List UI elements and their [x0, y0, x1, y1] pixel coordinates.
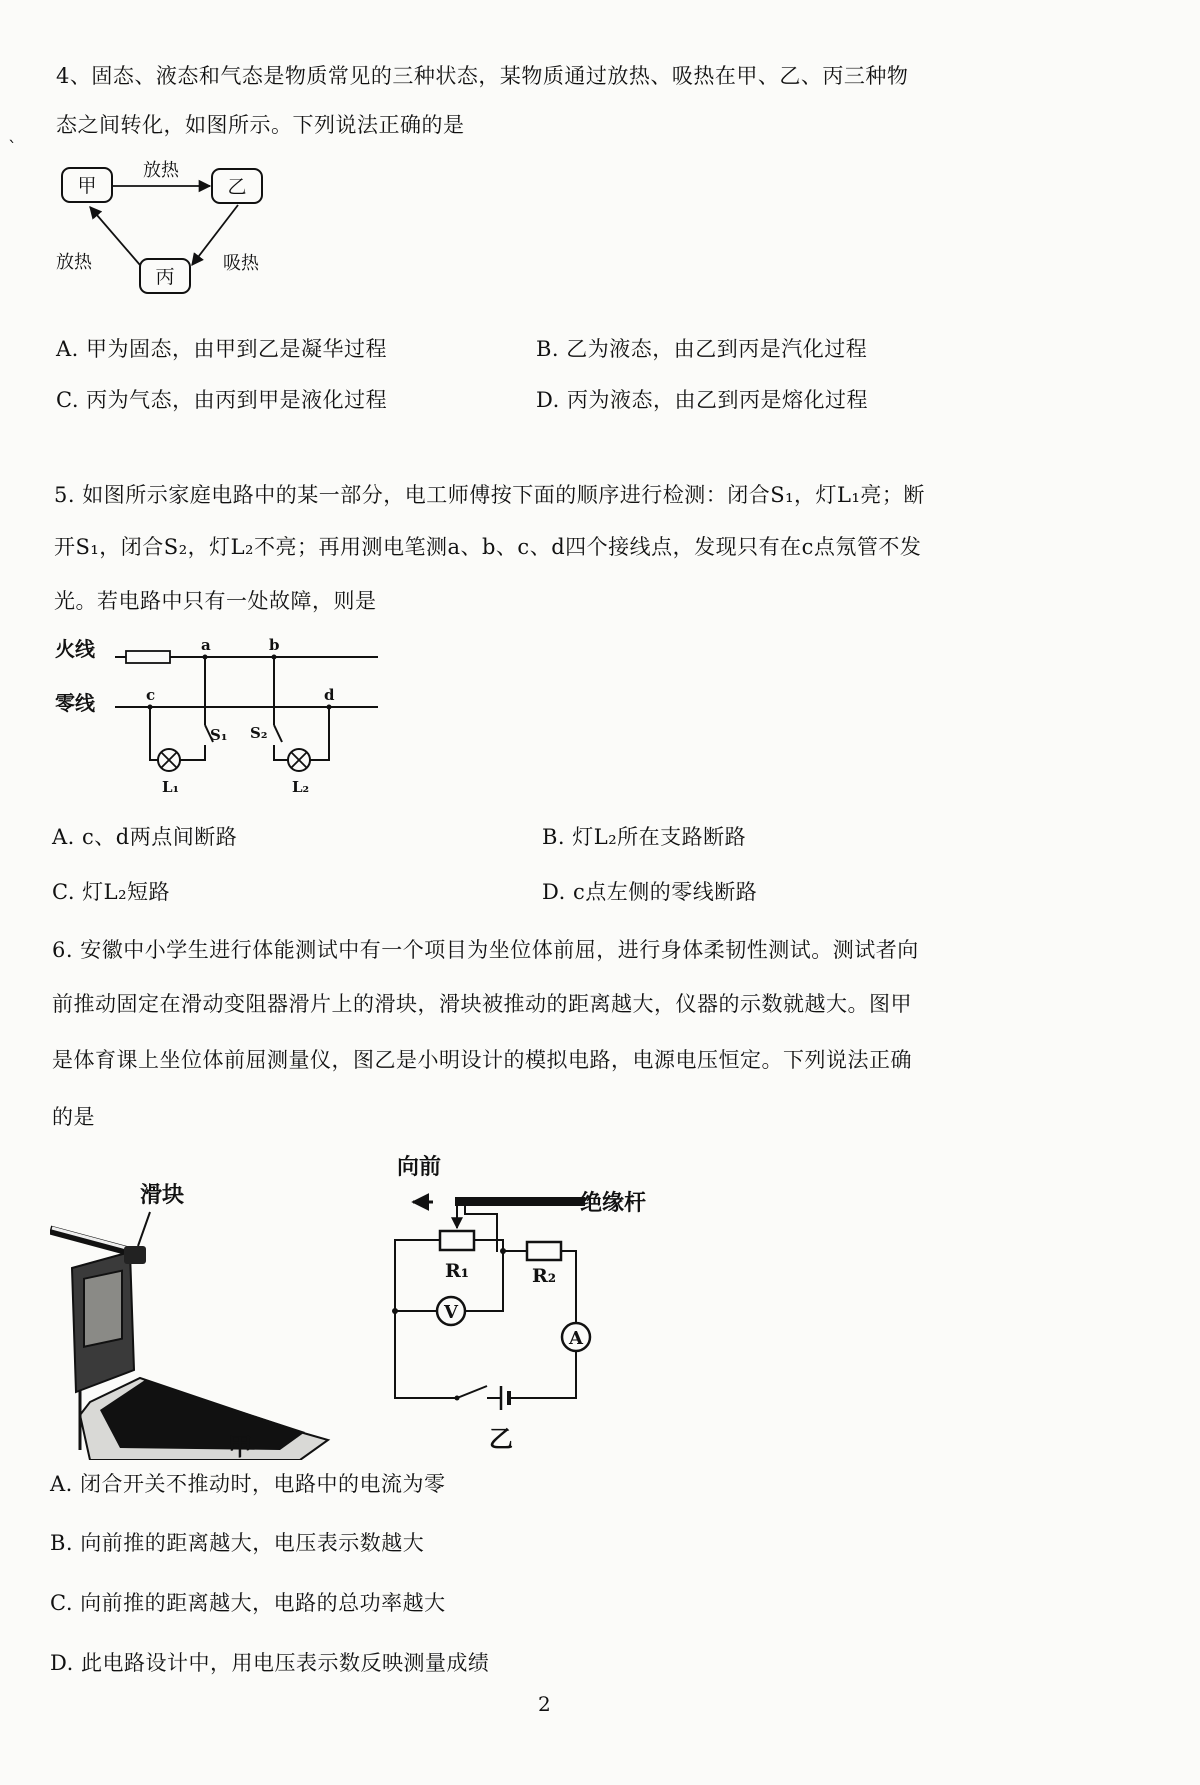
- resistor-r2-label: R₂: [532, 1265, 557, 1287]
- label-left-release-heat: 放热: [56, 252, 92, 273]
- resistor-r1: [440, 1231, 474, 1250]
- state-bing-label: 丙: [155, 266, 175, 288]
- q5-option-b: B. 灯L₂所在支路断路: [542, 825, 747, 849]
- insulating-rod-label: 绝缘杆: [580, 1190, 647, 1216]
- q6-stem-line1: 6. 安徽中小学生进行体能测试中有一个项目为坐位体前屈，进行身体柔韧性测试。测试者向: [52, 938, 919, 962]
- resistor-r1-label: R₁: [445, 1260, 470, 1282]
- q6-figure-jia: [50, 1170, 350, 1460]
- lamp-l1-label: L₁: [162, 778, 180, 796]
- state-yi-label: 乙: [227, 176, 247, 198]
- q4-state-diagram: [50, 155, 290, 315]
- page-number: 2: [538, 1692, 551, 1716]
- device-slider: [124, 1246, 146, 1264]
- q4-option-a: A. 甲为固态，由甲到乙是凝华过程: [56, 337, 388, 361]
- q6-stem-line2: 前推动固定在滑动变阻器滑片上的滑块，滑块被推动的距离越大，仪器的示数就越大。图甲: [52, 992, 912, 1016]
- label-top-release-heat: 放热: [143, 160, 179, 181]
- q5-stem-line2: 开S₁，闭合S₂，灯L₂不亮；再用测电笔测a、b、c、d四个接线点，发现只有在c点氖管不发: [54, 535, 922, 559]
- wire-right-bottom: [520, 1351, 576, 1398]
- q4-option-d: D. 丙为液态，由乙到丙是熔化过程: [536, 388, 868, 412]
- q4-stem-line1: 4、固态、液态和气态是物质常见的三种状态，某物质通过放热、吸热在甲、乙、丙三种物: [56, 64, 909, 88]
- arrow-bing-to-jia: [90, 207, 140, 265]
- slider-wire: [465, 1206, 497, 1252]
- slider-label: 滑块: [140, 1182, 185, 1208]
- q6-option-a: A. 闭合开关不推动时，电路中的电流为零: [50, 1472, 446, 1496]
- stray-mark: `: [8, 138, 17, 159]
- figure-jia-caption: 甲: [228, 1432, 252, 1460]
- dot-left: [392, 1308, 398, 1314]
- branch1-lower: [180, 745, 205, 760]
- q5-stem-line1: 5. 如图所示家庭电路中的某一部分，电工师傅按下面的顺序进行检测：闭合S₁，灯L₁亮；断: [54, 483, 925, 507]
- q4-stem-line2: 态之间转化，如图所示。下列说法正确的是: [56, 113, 465, 137]
- q6-option-b: B. 向前推的距离越大，电压表示数越大: [50, 1531, 425, 1555]
- point-a-label: a: [201, 636, 211, 654]
- label-right-absorb-heat: 吸热: [223, 253, 259, 274]
- lamp-l2-label: L₂: [292, 778, 310, 796]
- live-wire-label: 火线: [55, 637, 95, 661]
- ammeter-label: A: [569, 1328, 583, 1349]
- insulating-rod: [455, 1197, 585, 1206]
- q5-option-a: A. c、d两点间断路: [52, 825, 238, 849]
- q4-option-b: B. 乙为液态，由乙到丙是汽化过程: [536, 337, 868, 361]
- device-rod-highlight: [52, 1228, 130, 1249]
- branch2-lower: [274, 745, 288, 760]
- switch-s1-label: S₁: [210, 726, 228, 744]
- neutral-wire-label: 零线: [55, 691, 95, 715]
- switch-s2-label: S₂: [250, 724, 268, 742]
- slider-pointer: [138, 1212, 150, 1246]
- switch-s2-blade: [274, 725, 282, 742]
- q4-option-c: C. 丙为气态，由丙到甲是液化过程: [56, 388, 388, 412]
- q5-option-d: D. c点左侧的零线断路: [542, 880, 758, 904]
- figure-yi-caption: 乙: [489, 1424, 513, 1450]
- resistor-r2: [527, 1242, 561, 1260]
- q5-option-c: C. 灯L₂短路: [52, 880, 171, 904]
- point-d-label: d: [324, 686, 335, 704]
- q5-stem-line3: 光。若电路中只有一处故障，则是: [54, 589, 377, 613]
- q6-stem-line3: 是体育课上坐位体前屈测量仪，图乙是小明设计的模拟电路，电源电压恒定。下列说法正确: [52, 1048, 912, 1072]
- q6-figure-yi: [385, 1150, 655, 1450]
- branch2-right: [310, 707, 329, 760]
- branch1-left: [150, 707, 158, 760]
- forward-label: 向前: [397, 1154, 442, 1180]
- q6-stem-line4: 的是: [52, 1105, 95, 1129]
- wire-r2-right: [561, 1251, 576, 1323]
- q6-option-d: D. 此电路设计中，用电压表示数反映测量成绩: [50, 1651, 490, 1675]
- point-b-label: b: [269, 636, 280, 654]
- fuse: [126, 651, 170, 663]
- switch-blade: [457, 1386, 487, 1398]
- voltmeter-label: V: [444, 1302, 458, 1323]
- device-top-plate: [100, 1380, 305, 1450]
- q5-circuit-diagram: [50, 630, 390, 810]
- device-rod: [50, 1230, 132, 1252]
- device-scale-window: [84, 1271, 122, 1347]
- q6-option-c: C. 向前推的距离越大，电路的总功率越大: [50, 1591, 446, 1615]
- point-c-label: c: [146, 686, 156, 704]
- dot-right: [500, 1248, 506, 1254]
- state-jia-label: 甲: [77, 175, 97, 197]
